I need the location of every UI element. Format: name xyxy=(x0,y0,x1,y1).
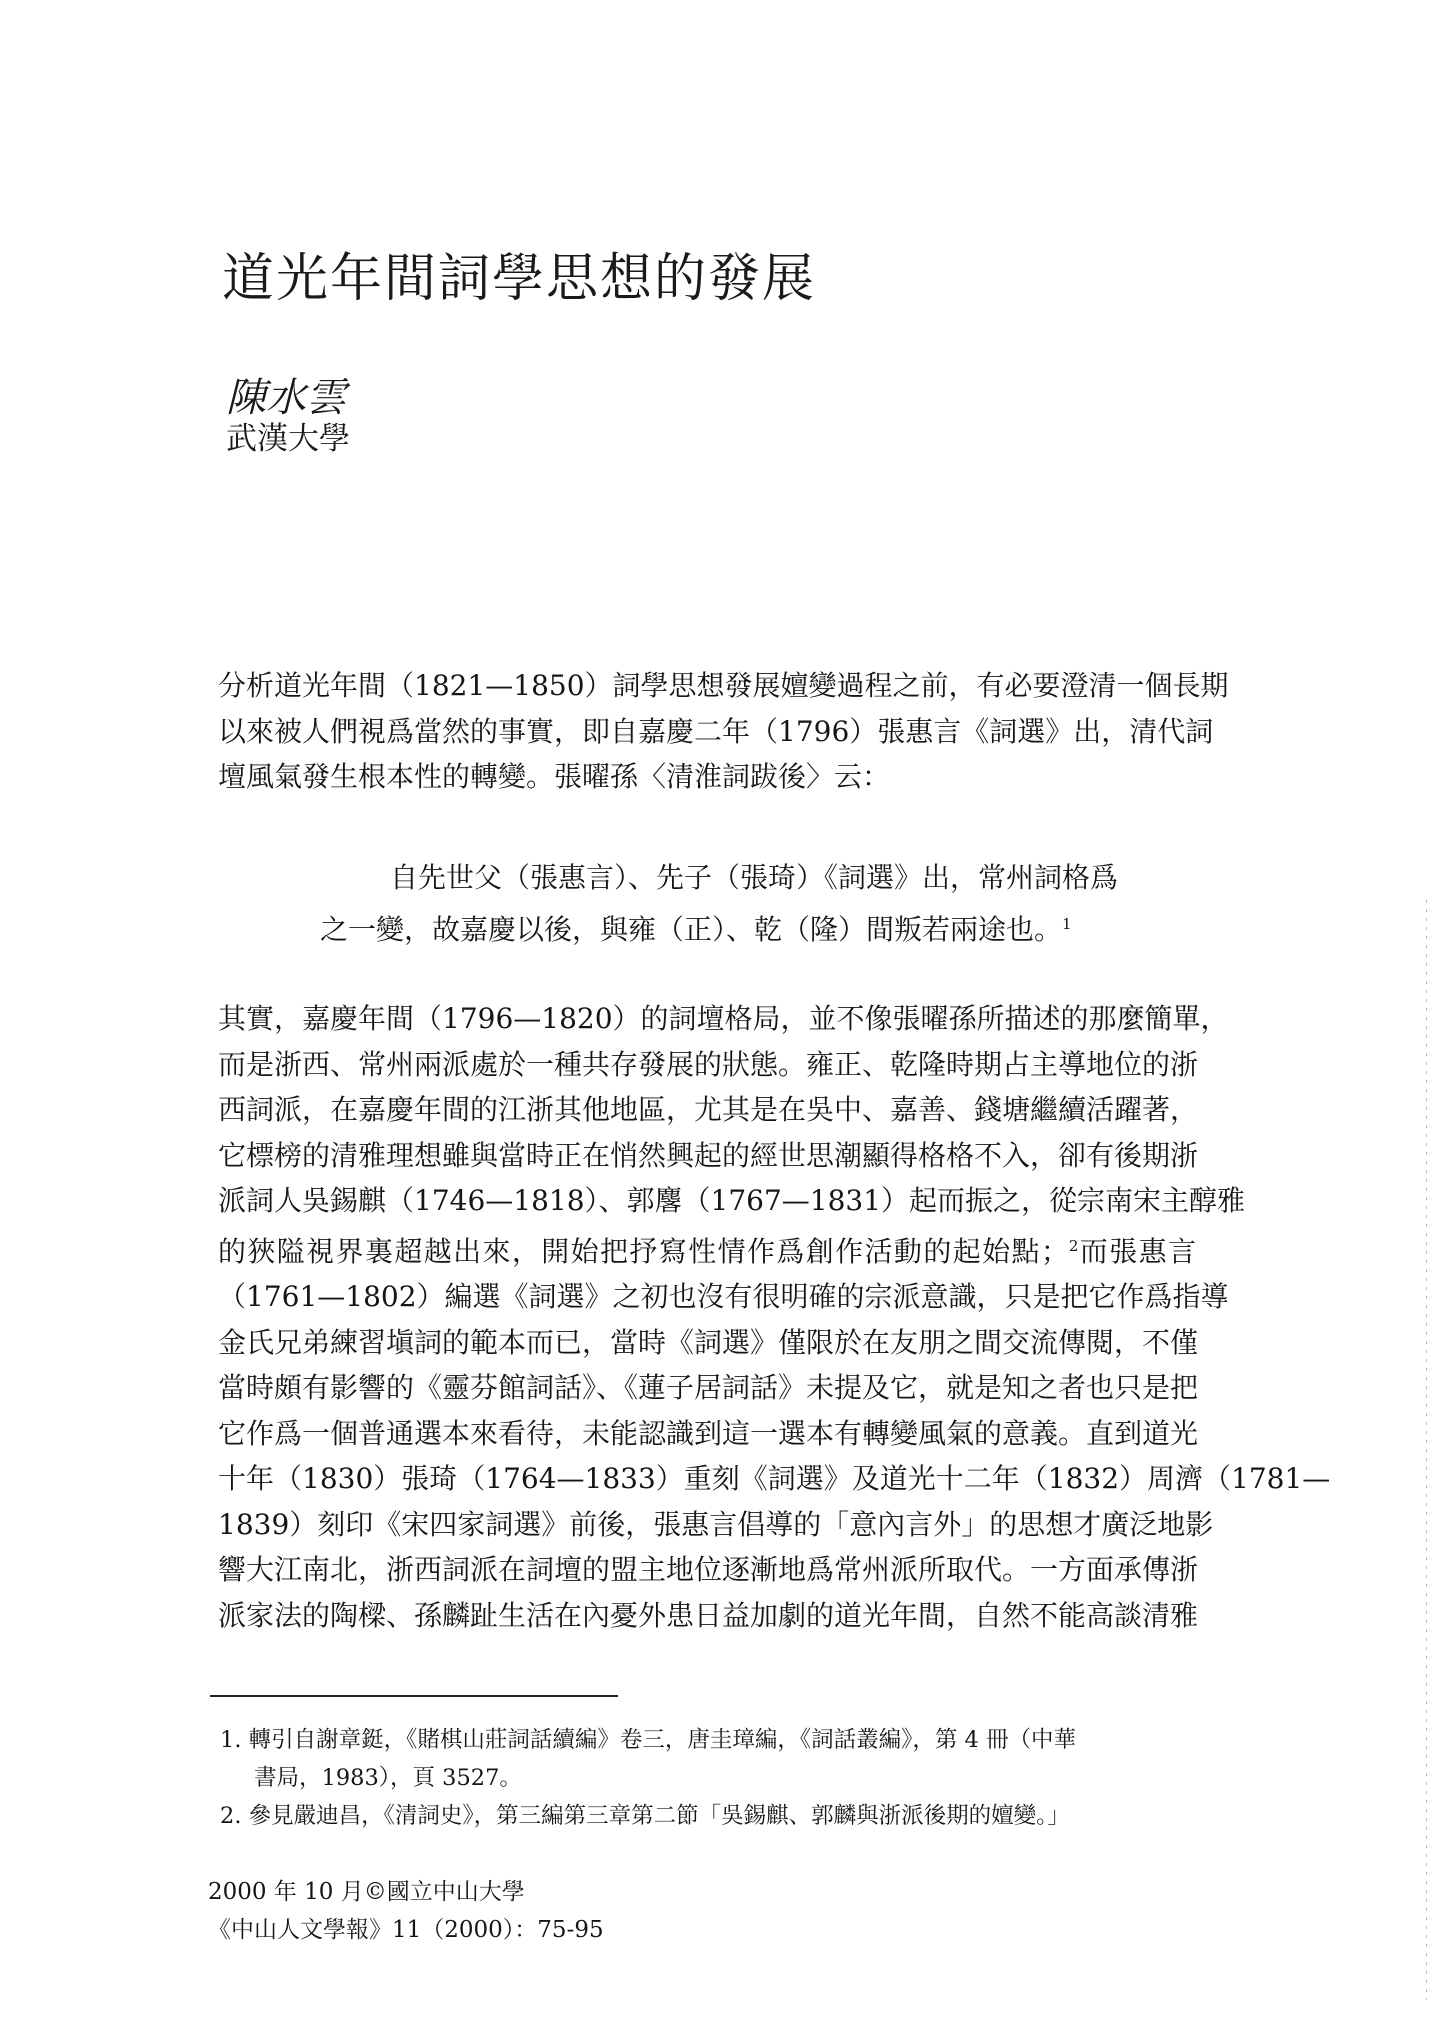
body-line: 其實，嘉慶年間（1796—1820）的詞壇格局，並不像張曜孫所描述的那麼簡單， xyxy=(218,1002,1229,1035)
block-quote xyxy=(320,855,1119,953)
body-line: 響大江南北，浙西詞派在詞壇的盟主地位逐漸地爲常州派所取代。一方面承傳浙 xyxy=(218,1553,1199,1586)
footnote-ref-2[interactable]: 2 xyxy=(1068,1236,1079,1255)
footnote-1 xyxy=(220,1721,1190,1759)
intro-line: 分析道光年間（1821—1850）詞學思想發展嬗變過程之前，有必要澄清一個長期 xyxy=(218,669,1229,702)
body-line: 金氏兄弟練習塡詞的範本而已，當時《詞選》僅限於在友朋之間交流傳閱，不僅 xyxy=(218,1325,1199,1359)
quote-line-text: 之一變，故嘉慶以後，與雍（正）、乾（隆）間叛若兩途也。 xyxy=(320,913,1063,946)
footnote-text: 轉引自謝章鋌，《賭棋山莊詞話續編》卷三，唐圭璋編，《詞話叢編》，第 4 冊（中華 xyxy=(248,1727,1076,1753)
body-line: （1761—1802）編選《詞選》之初也沒有很明確的宗派意識，只是把它作爲指導 xyxy=(218,1280,1229,1313)
footnote-number: 2. xyxy=(220,1803,242,1829)
body-line: 派家法的陶樑、孫麟趾生活在內憂外患日益加劇的道光年間，自然不能高談清雅 xyxy=(218,1598,1199,1632)
body-line-text: 而張惠言 xyxy=(1078,1234,1196,1268)
quote-line: 自先世父（張惠言）、先子（張琦）《詞選》出，常州詞格爲 xyxy=(390,861,1119,894)
body-line-text: 的狹隘視界裏超越出來，開始把抒寫性情作爲創作活動的起始點； xyxy=(218,1234,1069,1268)
body-line: 西詞派，在嘉慶年間的江浙其他地區，尤其是在吳中、嘉善、錢塘繼續活躍著， xyxy=(218,1093,1199,1126)
intro-line: 以來被人們視爲當然的事實，即自嘉慶二年（1796）張惠言《詞選》出，清代詞 xyxy=(218,714,1214,748)
footnote-separator xyxy=(210,1695,618,1697)
article-title: 道光年間詞學思想的發展 xyxy=(222,249,817,309)
author-affiliation: 武漢大學 xyxy=(226,421,350,457)
body-line: 它作爲一個普通選本來看待，未能認識到這一選本有轉變風氣的意義。直到道光 xyxy=(218,1416,1199,1450)
intro-paragraph xyxy=(218,663,1229,800)
publication-info xyxy=(208,1873,604,1949)
scan-edge-mark xyxy=(1426,900,1427,2000)
footnote-text: 參見嚴迪昌，《清詞史》，第三編第三章第二節「吳錫麒、郭麟與浙派後期的嬗變。」 xyxy=(248,1803,1070,1829)
quote-line xyxy=(320,901,1090,953)
body-line-with-footnote xyxy=(218,1224,1196,1275)
body-line: 1839）刻印《宋四家詞選》前後，張惠言倡導的「意內言外」的思想才廣泛地影 xyxy=(218,1507,1214,1541)
journal-citation: 《中山人文學報》11（2000）：75-95 xyxy=(208,1917,604,1943)
body-paragraph xyxy=(218,996,1331,1638)
body-line: 它標榜的清雅理想雖與當時正在悄然興起的經世思潮顯得格格不入，卻有後期浙 xyxy=(218,1138,1199,1172)
footnote-1-continued: 書局，1983），頁 3527。 xyxy=(254,1765,522,1791)
footnote-2 xyxy=(220,1797,1190,1835)
author-name: 陳水雲 xyxy=(226,375,346,421)
footnote-number: 1. xyxy=(220,1727,242,1753)
body-line: 而是浙西、常州兩派處於一種共存發展的狀態。雍正、乾隆時期占主導地位的浙 xyxy=(218,1047,1199,1081)
intro-line: 壇風氣發生根本性的轉變。張曜孫〈清淮詞跋後〉云： xyxy=(218,760,891,793)
footnote-ref-1[interactable]: 1 xyxy=(1062,915,1072,933)
body-line: 當時頗有影響的《靈芬館詞話》、《蓮子居詞話》未提及它，就是知之者也只是把 xyxy=(218,1371,1199,1404)
body-line: 十年（1830）張琦（1764—1833）重刻《詞選》及道光十二年（1832）周濟（1781— xyxy=(218,1462,1331,1495)
footnotes xyxy=(220,1721,1190,1835)
publication-date: 2000 年 10 月©國立中山大學 xyxy=(208,1879,525,1905)
body-line: 派詞人吳錫麒（1746—1818）、郭麐（1767—1831）起而振之，從宗南宋主醇雅 xyxy=(218,1184,1246,1217)
